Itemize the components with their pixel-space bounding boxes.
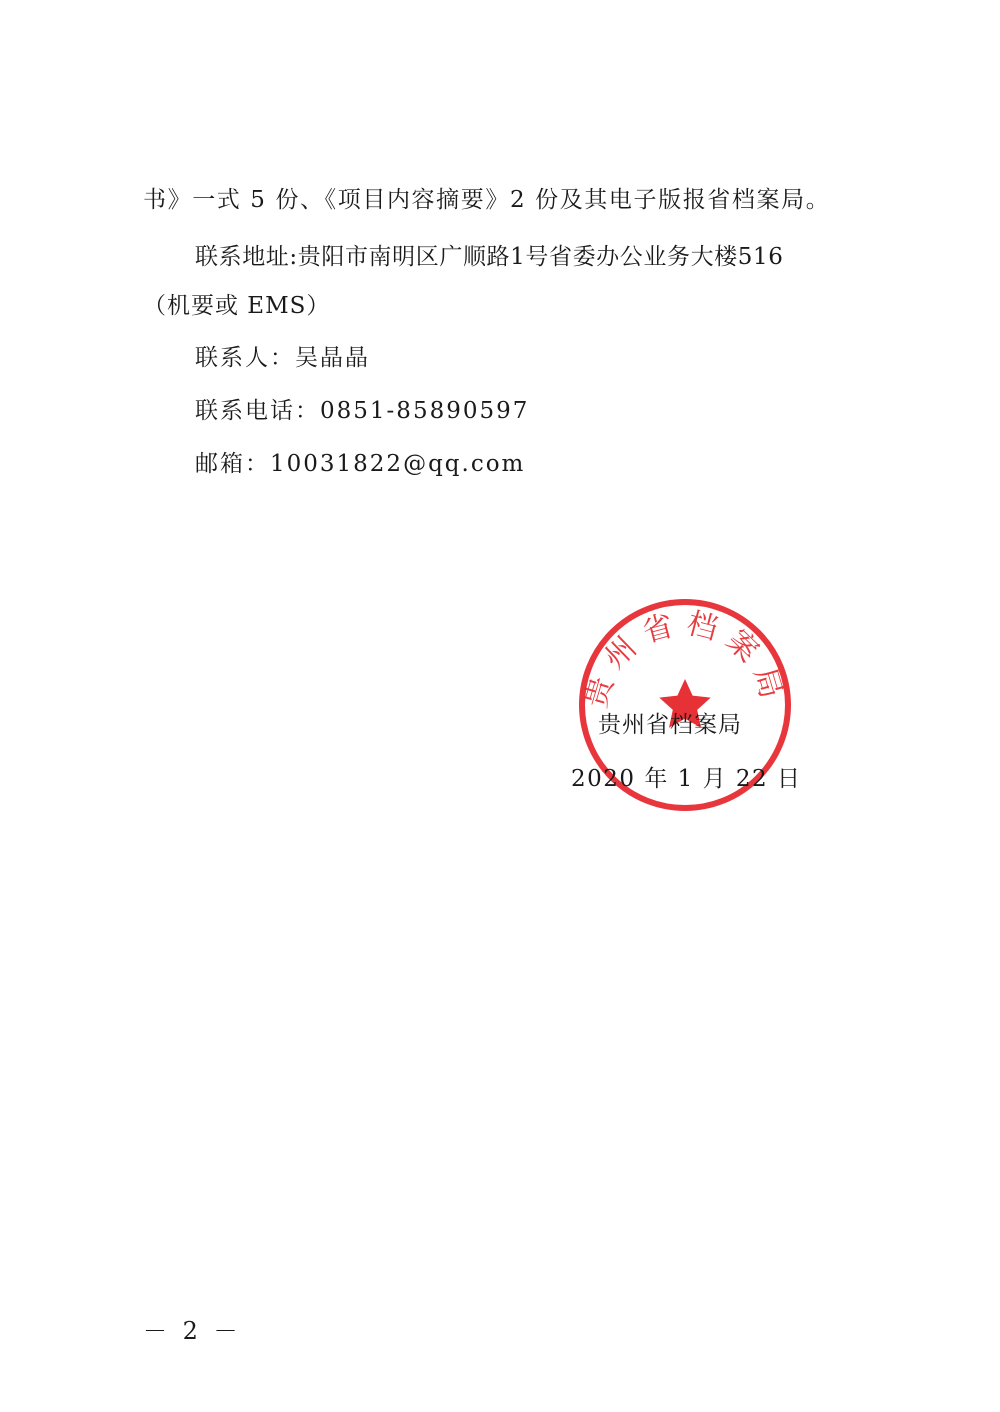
body-line-submission: 书》一式 5 份、《项目内容摘要》2 份及其电子版报省档案局。 <box>143 187 831 213</box>
body-line-address: 联系地址:贵阳市南明区广顺路1号省委办公业务大楼516 <box>195 244 784 270</box>
contact-person: 联系人：吴晶晶 <box>195 345 370 371</box>
signature-organization: 贵州省档案局 <box>598 712 742 738</box>
contact-phone: 联系电话：0851-85890597 <box>195 398 530 424</box>
page-number: － 2 － <box>143 1317 242 1345</box>
body-line-address-note: （机要或 EMS） <box>143 293 331 319</box>
contact-email: 邮箱：10031822@qq.com <box>195 451 526 477</box>
seal-text: 贵州省档案局 <box>578 605 792 712</box>
signature-date: 2020 年 1 月 22 日 <box>571 766 802 792</box>
